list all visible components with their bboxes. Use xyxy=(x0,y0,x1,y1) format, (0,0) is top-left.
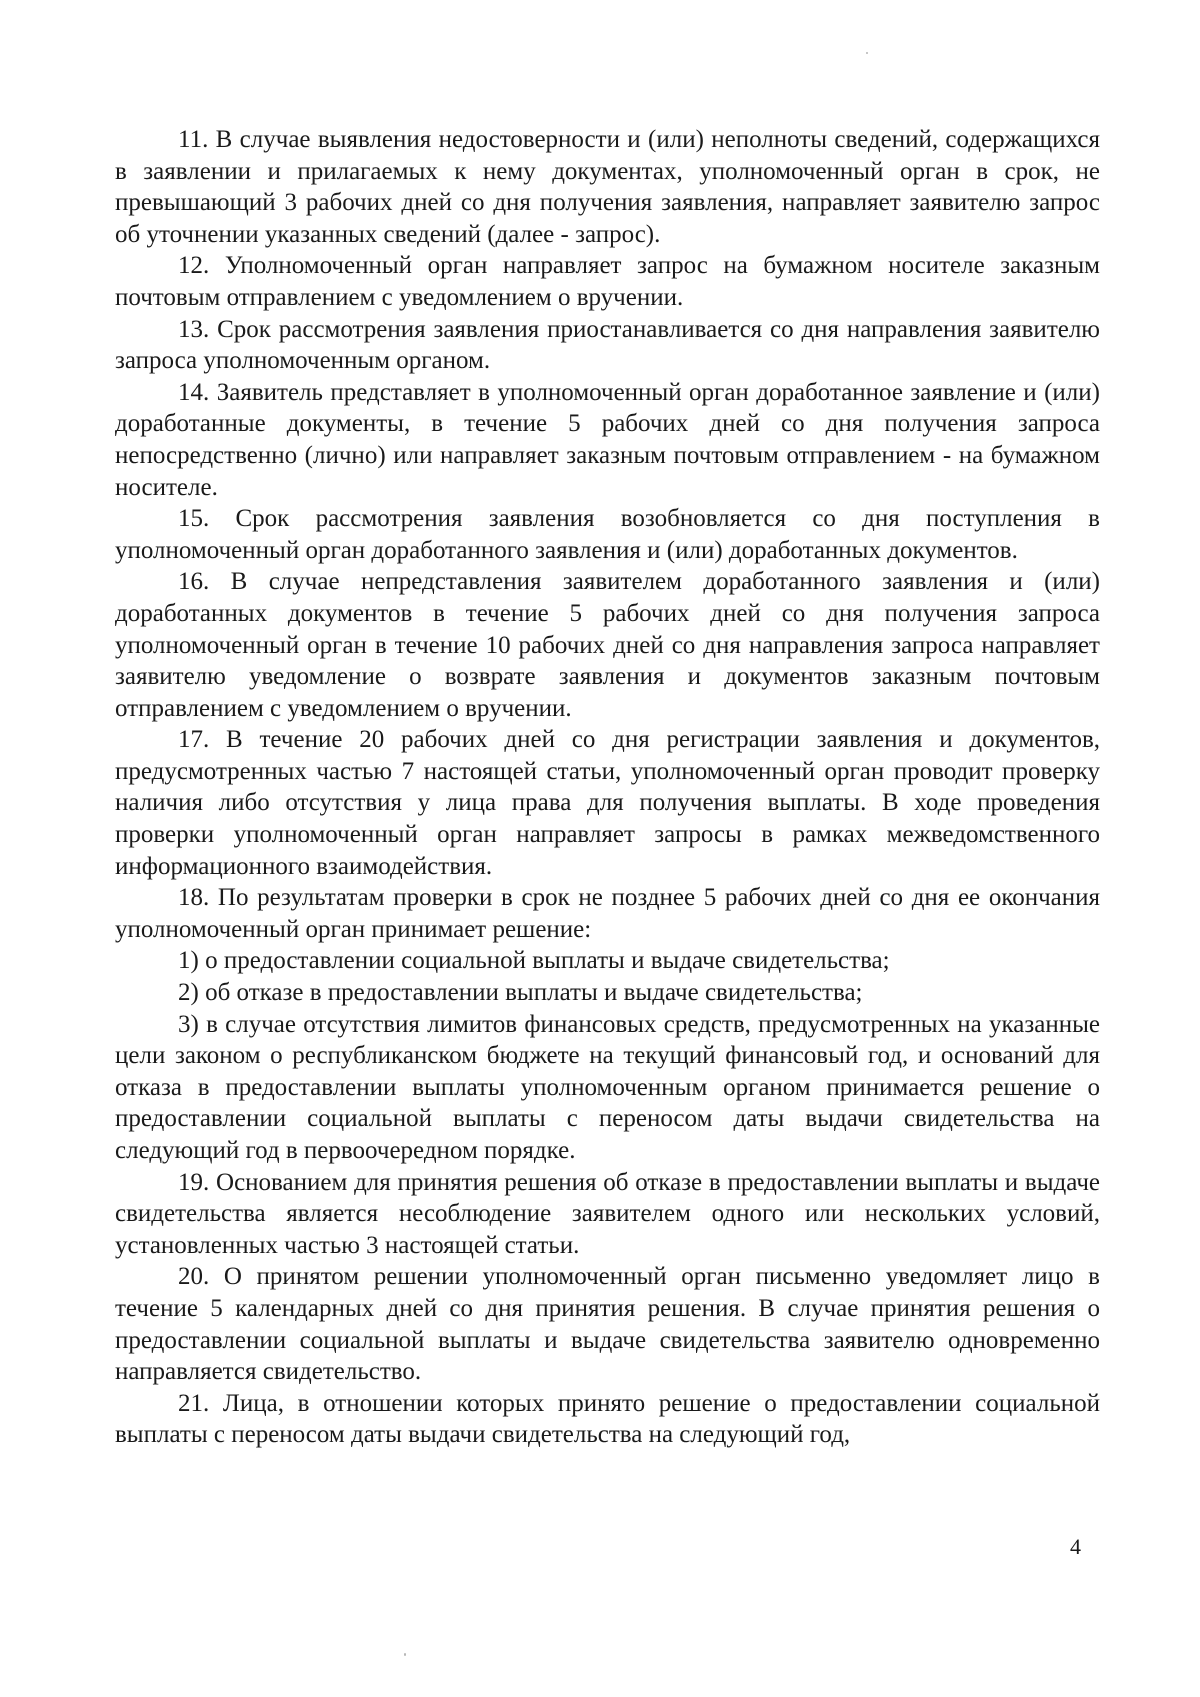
paragraph-20: 20. О принятом решении уполномоченный орган письменно уведомляет лицо в течение 5 календарных дней со дня принятия решения. В случае принятия решения о предоставлении социальной выплаты и выдаче свидетельства заявителю одновременно направляется свидетельство. xyxy=(115,1263,1100,1386)
paragraph-11: 11. В случае выявления недостоверности и (или) неполноты сведений, содержащихся в заявлении и прилагаемых к нему документах, уполномоченный орган в срок, не превышающий 3 рабочих дней со дня получения заявления, направляет заявителю запрос об уточнении указанных сведений (далее - запрос). xyxy=(115,126,1100,248)
paragraph-16: 16. В случае непредставления заявителем доработанного заявления и (или) доработанных документов в течение 5 рабочих дней со дня получения запроса уполномоченный орган в течение 10 рабочих дней со дня направления запроса направляет заявителю уведомление о возврате заявления и документов заказным почтовым отправлением с уведомлением о вручении. xyxy=(115,568,1100,722)
paragraph-17: 17. В течение 20 рабочих дней со дня регистрации заявления и документов, предусмотренных частью 7 настоящей статьи, уполномоченный орган проводит проверку наличия либо отсутствия у лица права для получения выплаты. В ходе проведения проверки уполномоченный орган направляет запросы в рамках межведомственного информационного взаимодействия. xyxy=(115,726,1100,880)
paragraph-18: 18. По результатам проверки в срок не позднее 5 рабочих дней со дня ее окончания уполномоченный орган принимает решение: xyxy=(115,884,1100,943)
paragraph-14: 14. Заявитель представляет в уполномоченный орган доработанное заявление и (или) доработанные документы, в течение 5 рабочих дней со дня получения запроса непосредственно (лично) или направляет заказным почтовым отправлением - на бумажном носителе. xyxy=(115,378,1100,501)
list-item-3: 3) в случае отсутствия лимитов финансовых средств, предусмотренных на указанные цели законом о республиканском бюджете на текущий финансовый год, и оснований для отказа в предоставлении выплаты уполномоченным органом принимается решение о предоставлении социальной выплаты с переносом даты выдачи свидетельства на следующий год в первоочередном порядке. xyxy=(115,1010,1100,1164)
paragraph-13: 13. Срок рассмотрения заявления приостанавливается со дня направления заявителю запроса уполномоченным органом. xyxy=(115,315,1100,375)
paragraph-19: 19. Основанием для принятия решения об отказе в предоставлении выплаты и выдаче свидетельства является несоблюдение заявителем одного или нескольких условий, установленных частью 3 настоящей статьи. xyxy=(115,1168,1100,1259)
paragraph-15: 15. Срок рассмотрения заявления возобновляется со дня поступления в уполномоченный орган доработанного заявления и (или) доработанных документов. xyxy=(115,505,1100,564)
paragraph-12: 12. Уполномоченный орган направляет запрос на бумажном носителе заказным почтовым отправлением с уведомлением о вручении. xyxy=(115,252,1100,311)
body-text xyxy=(115,124,1100,1451)
scan-speck xyxy=(404,1653,406,1656)
scan-speck xyxy=(866,52,868,54)
list-item-2: 2) об отказе в предоставлении выплаты и выдаче свидетельства; xyxy=(178,979,863,1007)
list-item-1: 1) о предоставлении социальной выплаты и выдаче свидетельства; xyxy=(178,947,890,975)
page-number: 4 xyxy=(1070,1534,1081,1559)
paragraph-21: 21. Лица, в отношении которых принято решение о предоставлении социальной выплаты с переносом даты выдачи свидетельства на следующий год, xyxy=(115,1389,1100,1449)
